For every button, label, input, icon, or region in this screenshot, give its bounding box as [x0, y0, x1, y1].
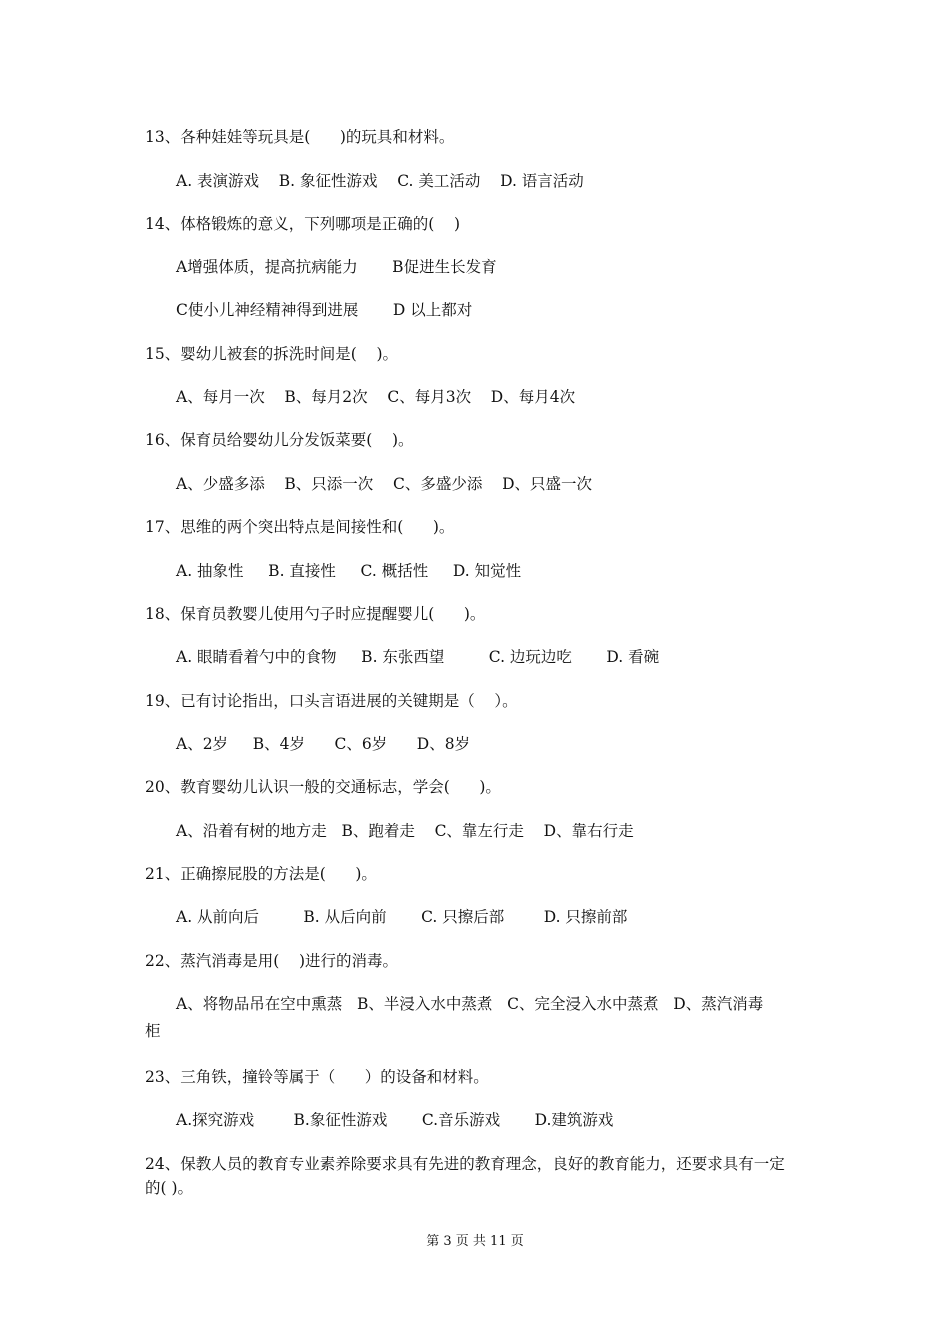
question-14-options-2: C使小儿神经精神得到进展 D 以上都对	[176, 301, 473, 319]
question-14: 14、体格锻炼的意义，下列哪项是正确的( )	[145, 215, 461, 233]
question-23: 23、三角铁，撞铃等属于（ ）的设备和材料。	[145, 1068, 489, 1086]
question-18: 18、保育员教婴儿使用勺子时应提醒婴儿( )。	[145, 605, 486, 623]
question-24: 24、保教人员的教育专业素养除要求具有先进的教育理念，良好的教育能力，还要求具有一定的( )。	[145, 1155, 785, 1197]
question-22-options-wrap: 柜	[145, 1022, 161, 1040]
question-22: 22、蒸汽消毒是用( )进行的消毒。	[145, 952, 399, 970]
question-20-options: A、沿着有树的地方走 B、跑着走 C、靠左行走 D、靠右行走	[176, 822, 634, 840]
question-17-options: A. 抽象性 B. 直接性 C. 概括性 D. 知觉性	[176, 562, 522, 580]
question-19-options: A、2岁 B、4岁 C、6岁 D、8岁	[176, 735, 471, 753]
question-18-options: A. 眼睛看着勺中的食物 B. 东张西望 C. 边玩边吃 D. 看碗	[176, 648, 660, 666]
question-19: 19、已有讨论指出，口头言语进展的关键期是（ ）。	[145, 692, 518, 710]
question-13-options: A. 表演游戏 B. 象征性游戏 C. 美工活动 D. 语言活动	[176, 172, 584, 190]
question-15-options: A、每月一次 B、每月2次 C、每月3次 D、每月4次	[176, 388, 576, 406]
question-13: 13、各种娃娃等玩具是( )的玩具和材料。	[145, 128, 455, 146]
question-23-options: A.探究游戏 B.象征性游戏 C.音乐游戏 D.建筑游戏	[176, 1111, 614, 1129]
question-22-options: A、将物品吊在空中熏蒸 B、半浸入水中蒸煮 C、完全浸入水中蒸煮 D、蒸汽消毒	[176, 995, 764, 1013]
question-15: 15、婴幼儿被套的拆洗时间是( )。	[145, 345, 399, 363]
question-16-options: A、少盛多添 B、只添一次 C、多盛少添 D、只盛一次	[176, 475, 592, 493]
question-16: 16、保育员给婴幼儿分发饭菜要( )。	[145, 431, 414, 449]
question-21: 21、正确擦屁股的方法是( )。	[145, 865, 377, 883]
question-14-options-1: A增强体质，提高抗病能力 B促进生长发育	[176, 258, 497, 276]
question-21-options: A. 从前向后 B. 从后向前 C. 只擦后部 D. 只擦前部	[176, 908, 628, 926]
question-17: 17、思维的两个突出特点是间接性和( )。	[145, 518, 455, 536]
question-20: 20、教育婴幼儿认识一般的交通标志，学会( )。	[145, 778, 501, 796]
page-footer: 第 3 页 共 11 页	[426, 1234, 524, 1249]
